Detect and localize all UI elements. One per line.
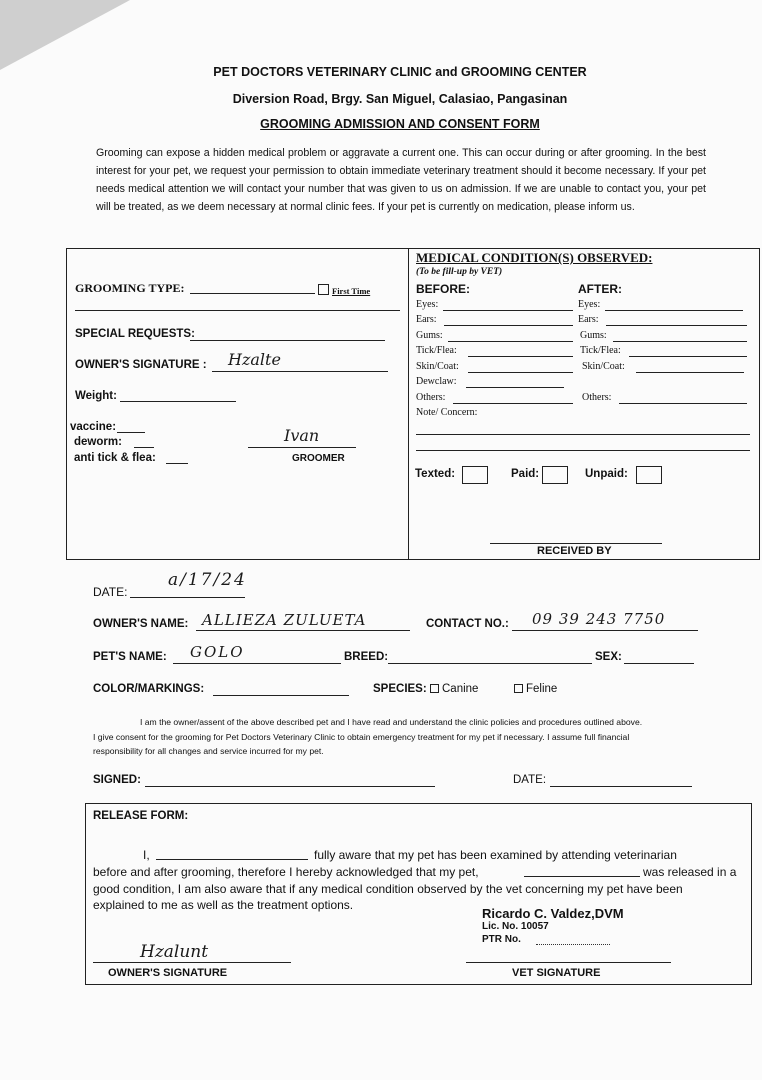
before-label: BEFORE: (416, 282, 470, 296)
after-eyes-field[interactable] (605, 310, 743, 311)
checkbox-icon[interactable] (318, 284, 329, 295)
first-time-label: First Time (332, 286, 371, 296)
color-field[interactable] (213, 695, 349, 696)
after-gums: Gums: (580, 330, 607, 341)
feline-checkbox-icon[interactable] (514, 684, 523, 693)
before-ears: Ears: (416, 314, 437, 325)
received-by-field[interactable] (490, 543, 662, 544)
sex-label: SEX: (595, 651, 622, 663)
before-tick: Tick/Flea: (416, 345, 457, 356)
paid-checkbox[interactable] (542, 466, 568, 484)
deworm-field[interactable] (134, 447, 154, 448)
release-owner-signature-value: Hzalunt (140, 942, 209, 962)
after-others: Others: (582, 392, 612, 403)
paid-label: Paid: (511, 468, 540, 480)
release-text-b1: before and after grooming, therefore I hereby acknowledged that my pet, (93, 865, 479, 879)
medical-title: MEDICAL CONDITION(S) OBSERVED: (416, 250, 653, 265)
before-dewclaw: Dewclaw: (416, 376, 457, 387)
form-title: GROOMING ADMISSION AND CONSENT FORM (260, 117, 540, 131)
sex-field[interactable] (624, 663, 694, 664)
contact-field[interactable] (512, 630, 698, 631)
before-dewclaw-field[interactable] (466, 387, 564, 388)
grooming-type-field[interactable] (190, 293, 315, 294)
vet-name-stamp: Ricardo C. Valdez,DVM (482, 906, 624, 921)
before-skin: Skin/Coat: (416, 361, 459, 372)
pet-name-field[interactable] (173, 663, 341, 664)
release-owner-name-field[interactable] (156, 859, 308, 860)
canine-checkbox-icon[interactable] (430, 684, 439, 693)
anti-tick-field[interactable] (166, 463, 188, 464)
groomer-label: GROOMER (292, 453, 345, 464)
received-by-label: RECEIVED BY (537, 545, 612, 557)
vaccine-field[interactable] (117, 432, 145, 433)
vet-signature-field[interactable] (466, 962, 671, 963)
groomer-signature: Ivan (284, 426, 320, 445)
pet-name-label: PET'S NAME: (93, 651, 167, 663)
vaccine-label: vaccine: (70, 421, 117, 433)
breed-label: BREED: (344, 651, 389, 663)
owner-name-field[interactable] (196, 630, 410, 631)
feline-label: Feline (526, 683, 558, 695)
after-skin: Skin/Coat: (582, 361, 625, 372)
release-text-start: I, (143, 848, 150, 862)
canine-option[interactable] (430, 683, 478, 695)
contact-label: CONTACT NO.: (426, 618, 509, 630)
release-pet-name-field[interactable] (524, 876, 640, 877)
weight-label: Weight: (75, 390, 117, 402)
anti-tick-label: anti tick & flea: (74, 452, 156, 464)
after-ears-field[interactable] (606, 325, 747, 326)
vet-signature-label: VET SIGNATURE (512, 967, 601, 979)
unpaid-checkbox[interactable] (636, 466, 662, 484)
owner-name-value: ALLIEZA ZULUETA (202, 611, 367, 629)
before-eyes-field[interactable] (443, 310, 573, 311)
breed-field[interactable] (388, 663, 592, 664)
release-title: RELEASE FORM: (93, 810, 189, 822)
date-value: a/17/24 (168, 570, 247, 590)
grooming-type-label: GROOMING TYPE: (75, 281, 185, 295)
unpaid-label: Unpaid: (585, 468, 628, 480)
after-tick: Tick/Flea: (580, 345, 621, 356)
consent-date-field[interactable] (550, 786, 692, 787)
date-field[interactable] (130, 597, 245, 598)
clinic-name: PET DOCTORS VETERINARY CLINIC and GROOMING CENTER (213, 65, 587, 79)
note-line-1[interactable] (416, 434, 750, 435)
folded-corner (0, 0, 130, 70)
release-text-a: fully aware that my pet has been examined by attending veterinarian (314, 848, 677, 862)
after-tick-field[interactable] (629, 356, 747, 357)
before-gums: Gums: (416, 330, 443, 341)
before-tick-field[interactable] (468, 356, 573, 357)
owner-name-label: OWNER'S NAME: (93, 618, 189, 630)
special-requests-label: SPECIAL REQUESTS: (75, 328, 195, 340)
after-ears: Ears: (578, 314, 599, 325)
note-line-2[interactable] (416, 450, 750, 451)
feline-option[interactable] (514, 683, 557, 695)
texted-label: Texted: (415, 468, 456, 480)
before-gums-field[interactable] (448, 341, 573, 342)
owner-signature-field[interactable] (212, 371, 388, 372)
release-owner-signature-label: OWNER'S SIGNATURE (108, 967, 228, 979)
consent-date-label: DATE: (513, 774, 547, 786)
grooming-type-extra-line[interactable] (75, 310, 400, 311)
pet-name-value: GOLO (190, 643, 245, 661)
before-eyes: Eyes: (416, 299, 439, 310)
weight-field[interactable] (120, 401, 236, 402)
contact-value: 09 39 243 7750 (532, 610, 666, 628)
medical-subtitle: (To be fill-up by VET) (416, 267, 503, 277)
vet-license-number: Lic. No. 10057 (482, 921, 549, 932)
consent-line-3: responsibility for all changes and service incurred for my pet. (93, 746, 324, 756)
texted-checkbox[interactable] (462, 466, 488, 484)
signed-label: SIGNED: (93, 774, 141, 786)
after-eyes: Eyes: (578, 299, 601, 310)
special-requests-field[interactable] (190, 340, 385, 341)
after-skin-field[interactable] (636, 372, 744, 373)
date-label: DATE: (93, 585, 128, 599)
clinic-address: Diversion Road, Brgy. San Miguel, Calasiao, Pangasinan (232, 92, 568, 106)
before-others-field[interactable] (453, 403, 573, 404)
ptr-number-field[interactable] (536, 944, 610, 945)
color-label: COLOR/MARKINGS: (93, 683, 205, 695)
owner-signature-label: OWNER'S SIGNATURE : (75, 359, 207, 371)
column-divider (408, 249, 409, 559)
after-label: AFTER: (578, 282, 622, 296)
after-gums-field[interactable] (613, 341, 747, 342)
canine-label: Canine (442, 683, 479, 695)
deworm-label: deworm: (74, 436, 122, 448)
note-label: Note/ Concern: (416, 407, 478, 418)
intro-paragraph: Grooming can expose a hidden medical problem or aggravate a current one. This can occur during or after grooming. In the best interest for your pet, we request your permission to obtain immediate veterinary treatment should it become necessary. If your pet needs medical attention we will contact your number that was given to us on admission. If we are unable to contact you, your pet will be treated, as we deem necessary at normal clinic fees. If your pet is currently on medication, please inform us. (96, 147, 706, 213)
before-skin-field[interactable] (468, 372, 573, 373)
consent-line-2: I give consent for the grooming for Pet Doctors Veterinary Clinic to obtain emergency treatment for my pet if necessary. I assume full financial (93, 732, 630, 742)
release-text-d: explained to me as well as the treatment options. (93, 898, 354, 912)
signed-field[interactable] (145, 786, 435, 787)
release-text-b2: was released in a (643, 865, 737, 879)
vet-ptr-number: PTR No. (482, 934, 521, 945)
species-label: SPECIES: (373, 683, 427, 695)
release-text-c: good condition, I am also aware that if any medical condition observed by the vet concerning my pet have been (93, 882, 683, 896)
after-others-field[interactable] (619, 403, 747, 404)
consent-line-1: I am the owner/assent of the above described pet and I have read and understand the clinic policies and procedures outlined above. (140, 717, 643, 727)
first-time-checkbox[interactable] (318, 284, 370, 296)
before-others: Others: (416, 392, 446, 403)
before-ears-field[interactable] (444, 325, 573, 326)
groomer-field[interactable] (248, 447, 356, 448)
release-owner-signature-field[interactable] (93, 962, 291, 963)
owner-signature-value: Hzalte (228, 350, 281, 369)
